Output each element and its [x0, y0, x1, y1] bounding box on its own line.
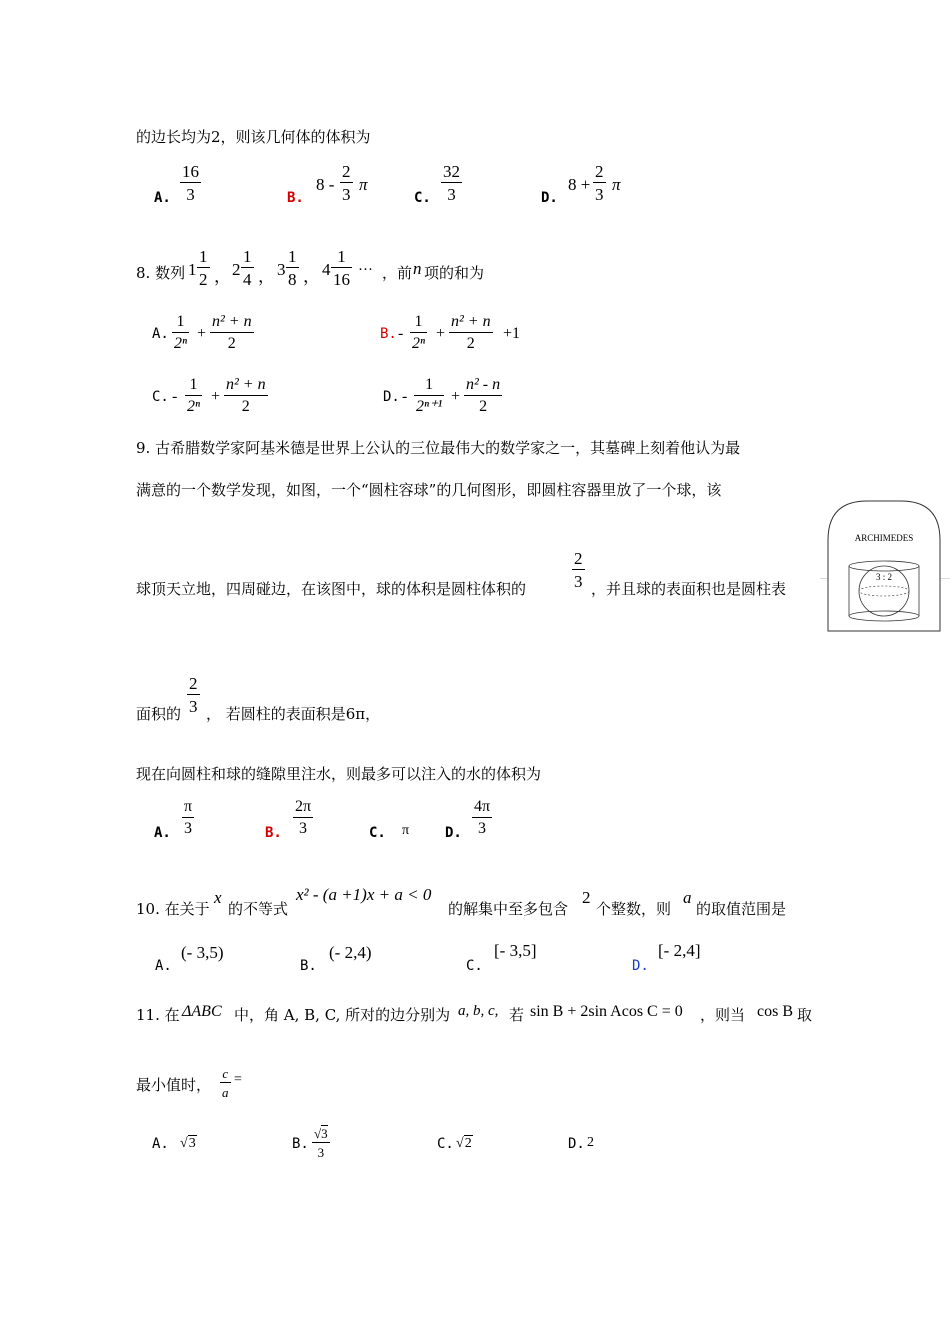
- q9-option-a-label[interactable]: A.: [154, 825, 171, 841]
- q9-option-d-value: 4π 3: [474, 798, 491, 837]
- q8-ellipsis: ···: [358, 262, 373, 278]
- q8-option-d-minus: -: [402, 388, 408, 405]
- q8-term4-fraction: 1 16: [333, 247, 350, 289]
- q9-option-a-value: π 3: [184, 798, 193, 837]
- q8-option-b-plus: +: [436, 325, 446, 342]
- q8-option-d-label[interactable]: D.: [383, 389, 400, 405]
- q10-inequality: x² - (a +1)x + a < 0: [296, 885, 432, 904]
- q7-option-d-fraction: 2 3: [595, 162, 604, 204]
- q10-stem-prefix: 10. 在关于: [136, 900, 210, 918]
- q11-stem-mid3: ，则当: [700, 1006, 746, 1024]
- q9-line-4-prefix: 面积的: [136, 705, 182, 723]
- q7-option-c-value: 32 3: [443, 162, 460, 204]
- q10-stem-mid2: 的解集中至多包含: [448, 900, 569, 918]
- q8-comma-3: ，: [303, 267, 320, 286]
- q8-term3-int: 3: [277, 260, 286, 279]
- q11-option-b-label[interactable]: B.: [292, 1136, 309, 1152]
- q10-stem-mid: 的不等式: [228, 900, 289, 918]
- q8-option-b-f1: 1 2ⁿ: [412, 313, 426, 352]
- q11-option-c-value: √2: [456, 1136, 472, 1151]
- q10-two: 2: [582, 888, 591, 907]
- q8-option-c-minus: -: [172, 388, 178, 405]
- q11-cosb: cos B: [757, 1003, 793, 1020]
- q8-option-c-label[interactable]: C.: [152, 389, 169, 405]
- q9-line-3-fraction: 2 3: [574, 549, 583, 591]
- q8-option-b-label[interactable]: B.: [380, 326, 397, 342]
- q8-option-d-plus: +: [451, 388, 461, 405]
- q10-option-a-value: (- 3,5): [181, 943, 224, 962]
- q7-option-b-pi: π: [359, 175, 368, 194]
- q8-comma-2: ，: [258, 267, 275, 286]
- q8-comma-1: ，: [214, 267, 231, 286]
- q11-line-2-prefix: 最小值时，: [136, 1076, 212, 1094]
- q7-option-b-fraction: 2 3: [342, 162, 351, 204]
- q8-option-c-f2: n² + n 2: [226, 376, 266, 415]
- q9-option-b-label[interactable]: B.: [265, 825, 282, 841]
- q10-option-b-value: (- 2,4): [329, 943, 372, 962]
- q7-option-a-label[interactable]: A.: [154, 190, 171, 206]
- q8-option-a-f1: 1 2ⁿ: [174, 313, 188, 352]
- q8-option-a-plus: +: [197, 325, 207, 342]
- figure-ratio: 3 : 2: [875, 572, 892, 582]
- q9-line-4-suffix: ， 若圆柱的表面积是6π，: [206, 705, 381, 723]
- q8-option-a-label[interactable]: A.: [152, 326, 169, 342]
- q7-option-b-label[interactable]: B.: [287, 190, 304, 206]
- q11-stem-mid2: 若: [509, 1006, 525, 1024]
- q11-stem-mid: 中，角 A, B, C, 所对的边分别为: [234, 1006, 451, 1024]
- q8-option-d-f1: 1 2ⁿ⁺¹: [416, 376, 443, 415]
- q8-stem-prefix: 8. 数列: [136, 264, 186, 282]
- q7-option-c-label[interactable]: C.: [414, 190, 431, 206]
- q9-line-3-suffix: ，并且球的表面积也是圆柱表: [591, 580, 787, 598]
- q11-c-over-a: c a: [222, 1066, 229, 1100]
- q8-stem-post: 项的和为: [424, 264, 485, 282]
- archimedes-tombstone-figure: [827, 500, 941, 632]
- q9-option-b-value: 2π 3: [295, 798, 312, 837]
- q8-option-b-minus: -: [398, 325, 404, 342]
- q8-term2-int: 2: [232, 260, 241, 279]
- q11-option-a-value: √3: [180, 1136, 196, 1151]
- figure-title: ARCHIMEDES: [854, 533, 914, 543]
- q7-option-a-value: 16 3: [182, 162, 199, 204]
- q9-line-4-fraction: 2 3: [189, 674, 198, 716]
- q11-option-c-label[interactable]: C.: [437, 1136, 454, 1152]
- q7-option-b-prefix: 8 -: [316, 175, 335, 194]
- q9-option-c-label[interactable]: C.: [369, 825, 386, 841]
- q9-line-1: 9. 古希腊数学家阿基米德是世界上公认的三位最伟大的数学家之一，其墓碑上刻着他认为最: [136, 439, 741, 457]
- q8-term1-int: 1: [188, 260, 197, 279]
- q7-option-d-prefix: 8 +: [568, 175, 591, 194]
- q8-option-d-f2: n² - n 2: [466, 376, 501, 415]
- q10-option-c-label[interactable]: C.: [466, 958, 483, 974]
- q8-option-b-tail: +1: [503, 325, 521, 342]
- q10-a: a: [683, 888, 692, 907]
- q8-term4-int: 4: [322, 260, 331, 279]
- q11-option-a-label[interactable]: A.: [152, 1136, 169, 1152]
- q10-stem-mid3: 个整数，则: [596, 900, 672, 918]
- q11-equals: =: [234, 1072, 242, 1087]
- q8-option-c-plus: +: [211, 388, 221, 405]
- q10-stem-post: 的取值范围是: [696, 900, 787, 918]
- q8-stem-mid: ，前: [382, 264, 413, 282]
- q11-equation: sin B + 2sin Acos C = 0: [530, 1003, 683, 1020]
- q9-option-d-label[interactable]: D.: [445, 825, 462, 841]
- q8-term1-fraction: 1 2: [199, 247, 208, 289]
- q10-x: x: [214, 888, 222, 907]
- q10-option-c-value: [- 3,5]: [494, 941, 537, 960]
- q9-option-c-value: π: [402, 823, 410, 838]
- q11-stem-post: 取: [797, 1006, 813, 1024]
- q9-line-5: 现在向圆柱和球的缝隙里注水，则最多可以注入的水的体积为: [136, 765, 542, 783]
- q7-stem-tail: 的边长均为2，则该几何体的体积为: [136, 128, 371, 146]
- q7-option-d-label[interactable]: D.: [541, 190, 558, 206]
- q11-option-b-value: √3 3: [314, 1126, 328, 1160]
- q11-option-d-value: 2: [587, 1135, 594, 1150]
- q10-option-d-value: [- 2,4]: [658, 941, 701, 960]
- q11-sides: a, b, c,: [458, 1003, 499, 1019]
- q8-option-b-f2: n² + n 2: [451, 313, 491, 352]
- q10-option-d-label[interactable]: D.: [632, 958, 649, 974]
- q10-option-a-label[interactable]: A.: [155, 958, 172, 974]
- q8-term3-fraction: 1 8: [288, 247, 297, 289]
- q11-triangle: ΔABC: [182, 1003, 222, 1020]
- q11-option-d-label[interactable]: D.: [568, 1136, 585, 1152]
- q8-term2-fraction: 1 4: [243, 247, 252, 289]
- q10-option-b-label[interactable]: B.: [300, 958, 317, 974]
- q9-line-3-prefix: 球顶天立地，四周碰边，在该图中，球的体积是圆柱体积的: [136, 580, 527, 598]
- q11-stem-prefix: 11. 在: [136, 1006, 180, 1024]
- q7-option-d-pi: π: [612, 175, 621, 194]
- q9-line-2: 满意的一个数学发现，如图，一个“圆柱容球”的几何图形，即圆柱容器里放了一个球，该: [136, 481, 722, 499]
- q8-option-a-f2: n² + n 2: [212, 313, 252, 352]
- q8-option-c-f1: 1 2ⁿ: [187, 376, 201, 415]
- q8-n: n: [413, 259, 422, 278]
